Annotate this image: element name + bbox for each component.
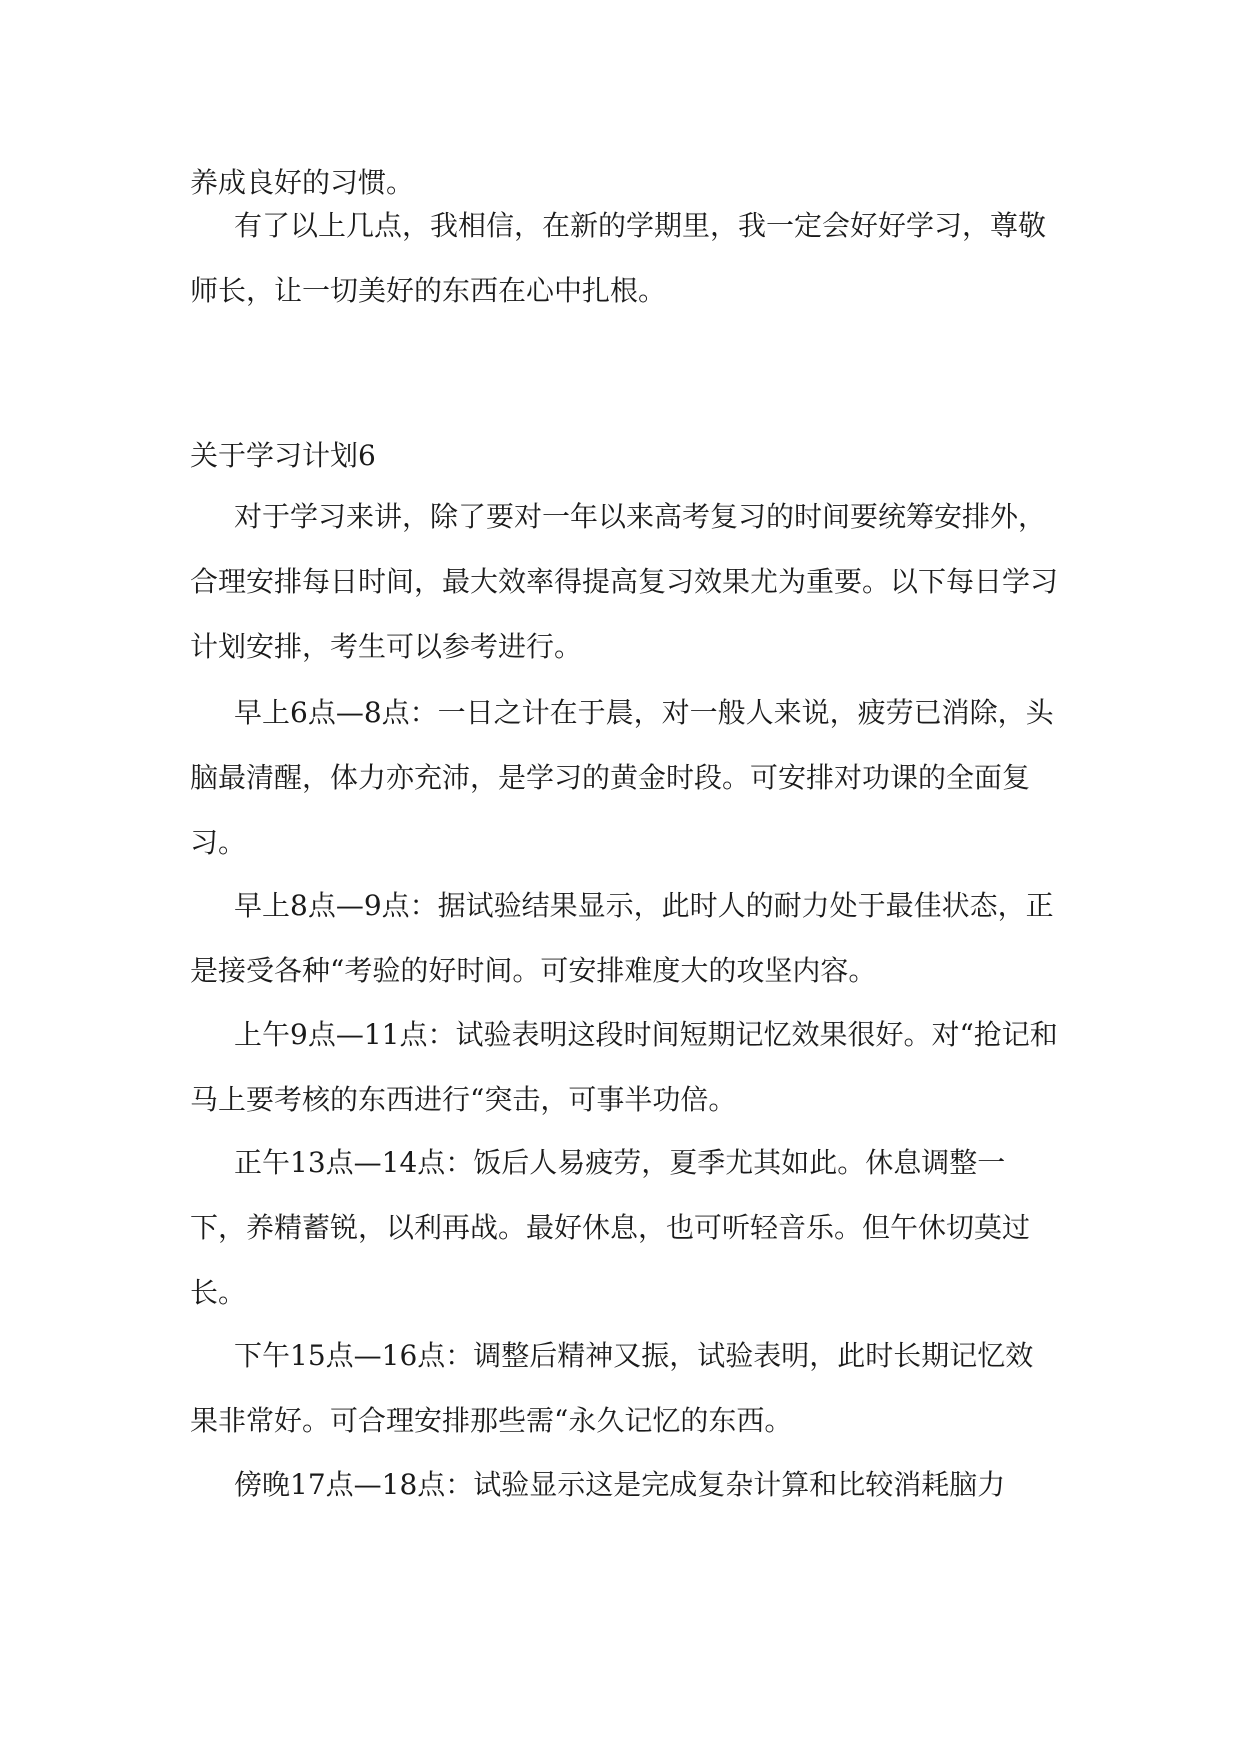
paragraph-morning-8-9: 早上8点—9点：据试验结果显示，此时人的耐力处于最佳状态，正是接受各种“考验的好时间。可安排难度大的攻坚内容。 bbox=[190, 889, 1054, 987]
paragraph-afternoon-15-16: 下午15点—16点：调整后精神又振，试验表明，此时长期记忆效果非常好。可合理安排那些需“永久记忆的东西。 bbox=[190, 1339, 1034, 1437]
paragraph-evening-17-18: 傍晚17点—18点：试验显示这是完成复杂计算和比较消耗脑力 bbox=[234, 1468, 1006, 1501]
section-heading: 关于学习计划6 bbox=[190, 439, 376, 472]
paragraph-intro: 对于学习来讲，除了要对一年以来高考复习的时间要统筹安排外，合理安排每日时间，最大效率得提高复习效果尤为重要。以下每日学习计划安排，考生可以参考进行。 bbox=[190, 500, 1059, 663]
paragraph-conclusion: 有了以上几点，我相信，在新的学期里，我一定会好好学习，尊敬师长，让一切美好的东西在心中扎根。 bbox=[190, 209, 1047, 307]
paragraph-morning-9-11: 上午9点—11点：试验表明这段时间短期记忆效果很好。对“抢记和马上要考核的东西进行“突击，可事半功倍。 bbox=[190, 1018, 1058, 1116]
paragraph-morning-6-8: 早上6点—8点：一日之计在于晨，对一般人来说，疲劳已消除，头脑最清醒，体力亦充沛，是学习的黄金时段。可安排对功课的全面复习。 bbox=[190, 696, 1054, 859]
paragraph-noon-13-14: 正午13点—14点：饭后人易疲劳，夏季尤其如此。休息调整一下，养精蓄锐，以利再战。最好休息，也可听轻音乐。但午休切莫过长。 bbox=[190, 1146, 1031, 1309]
paragraph-continuation: 养成良好的习惯。 bbox=[190, 166, 415, 199]
